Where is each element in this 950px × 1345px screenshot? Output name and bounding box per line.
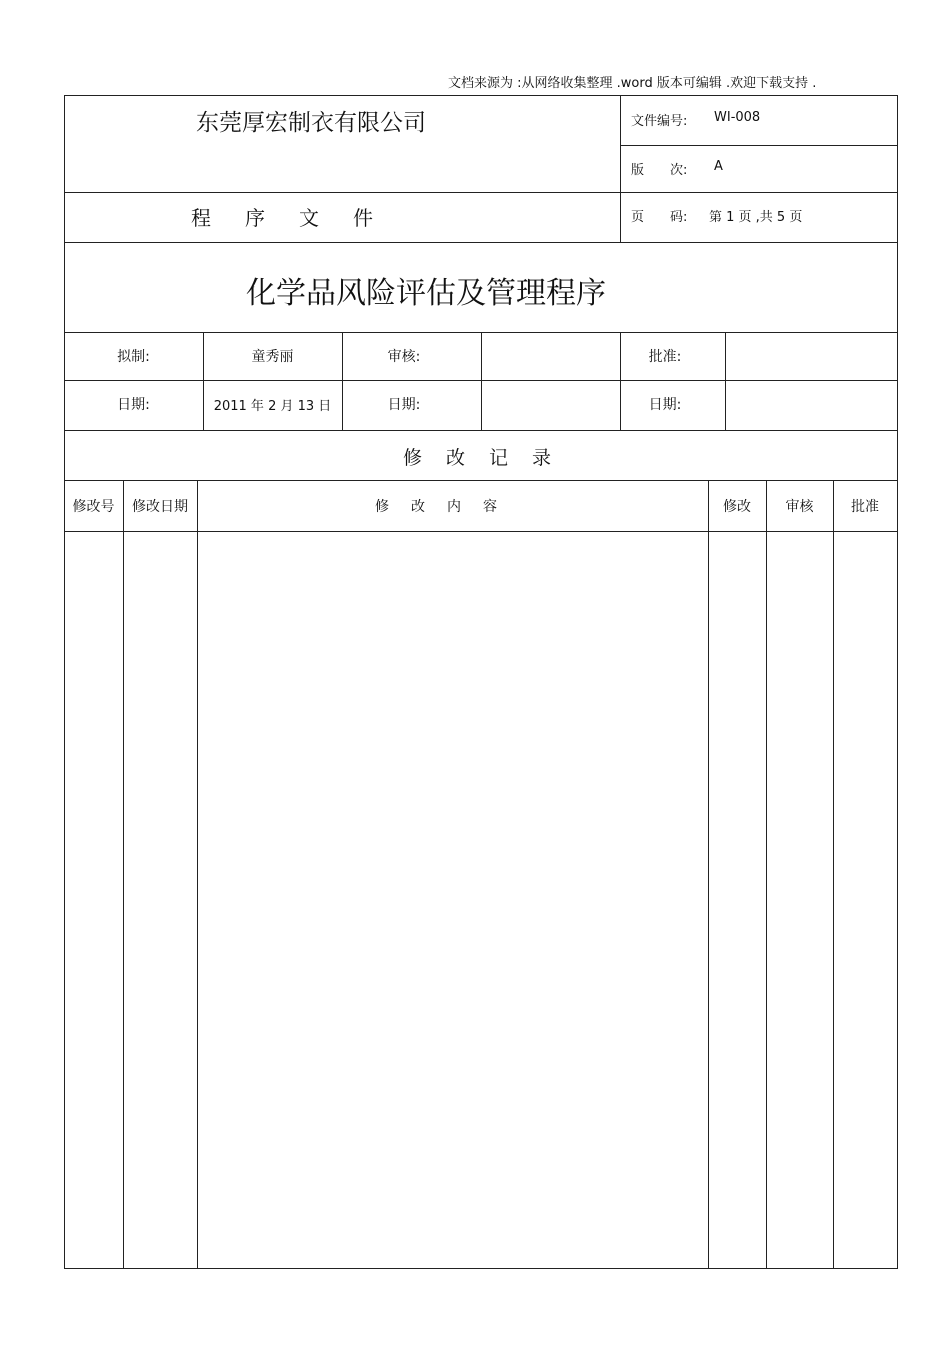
company-name: 东莞厚宏制衣有限公司 (196, 110, 426, 136)
page-info: 第 1 页 ,共 5 页 (709, 210, 803, 225)
drafted-by: 童秀丽 (251, 349, 294, 365)
version-value: A (714, 159, 723, 174)
doc-type: 程序文件 (191, 206, 407, 230)
drafted-label: 拟制: (117, 349, 150, 365)
header-note: 文档来源为 :从网络收集整理 .word 版本可编辑 .欢迎下载支持 . (448, 76, 817, 91)
date-label-approved: 日期: (648, 397, 682, 413)
header-divider (620, 95, 621, 242)
line (725, 332, 726, 430)
col-revision-date: 修改日期 (132, 499, 188, 515)
date-label-drafted: 日期: (117, 397, 150, 413)
approved-label: 批准: (648, 349, 682, 365)
date-drafted: 2011 年 2 月 13 日 (213, 399, 332, 414)
line (481, 332, 482, 430)
table-border-top (64, 95, 898, 96)
doc-number: WI-008 (714, 110, 761, 125)
doc-number-label: 文件编号: (631, 114, 688, 129)
revision-section-title: 修改记录 (403, 447, 576, 469)
line (833, 480, 834, 1269)
line (197, 480, 198, 1269)
version-label: 版 次: (631, 163, 688, 178)
col-reviewed: 审核 (785, 499, 814, 515)
line (64, 480, 898, 481)
table-border-bottom (64, 1268, 898, 1269)
line (123, 480, 124, 1269)
line (620, 145, 898, 146)
line (64, 242, 898, 243)
col-revision-content: 修改内容 (375, 499, 519, 515)
col-revised-by: 修改 (723, 499, 751, 515)
col-revision-number: 修改号 (72, 499, 115, 515)
line (64, 430, 898, 431)
doc-title: 化学品风险评估及管理程序 (246, 276, 606, 311)
table-border-left (64, 95, 65, 1269)
line (64, 531, 898, 532)
date-label-reviewed: 日期: (387, 397, 421, 413)
table-border-right (897, 95, 898, 1269)
line (64, 192, 898, 193)
page-label: 页 码: (631, 210, 688, 225)
reviewed-label: 审核: (387, 349, 421, 365)
line (708, 480, 709, 1269)
line (766, 480, 767, 1269)
col-approved: 批准 (851, 499, 879, 515)
